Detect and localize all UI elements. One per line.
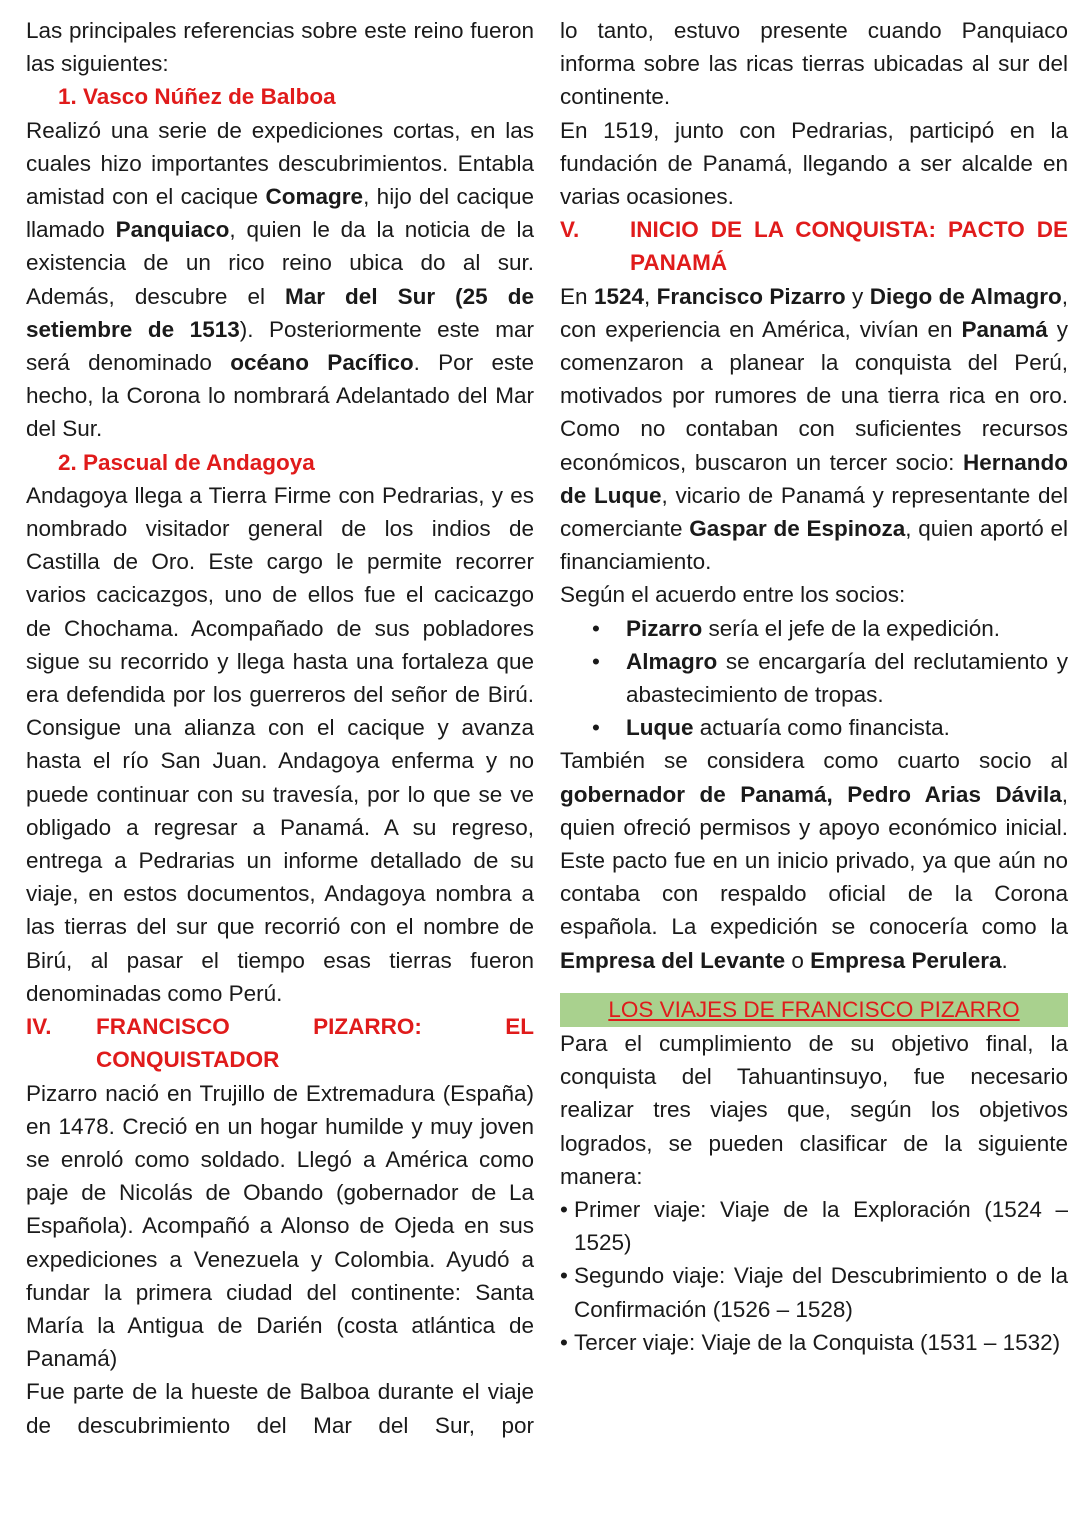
section-iv-title-line2: CONQUISTADOR xyxy=(96,1047,280,1073)
section-v-title: INICIO DE LA CONQUISTA: PACTO DE xyxy=(630,217,1068,243)
intro-paragraph: Las principales referencias sobre este reino fueron las siguientes: xyxy=(26,18,534,77)
panama-founding-paragraph: En 1519, junto con Pedrarias, participó en la fundación de Panamá, llegando a ser alcalde en varias ocasiones. xyxy=(560,117,1068,210)
viajes-banner xyxy=(560,993,1068,1027)
viajes-list xyxy=(560,1193,1068,1359)
andagoya-paragraph: Andagoya llega a Tierra Firme con Pedrarias, y es nombrado visitador general de los indios de Castilla de Oro. Este cargo le permite recorrer varios cacicazgos, uno de ellos fue el cacicazgo de Chochama. Acompañado de sus pobladores sigue su recorrido y llega hasta una fortaleza que era defendida por los guerreros del señor de Birú. Consigue una alianza con el cacique y avanza hasta el río San Juan. Andagoya enferma y no puede continuar con su travesía, por lo que se ve obligado a regresar a Panamá. A su regreso, entrega a Pedrarias un informe detallado de su viaje, en estos documentos, Andagoya nombra a las tierras del sur que recorrió con el nombre de Birú, al pasar el tiempo esas tierras fueron denominadas como Perú. xyxy=(26,482,534,1006)
list-item: • Luque actuaría como financista. xyxy=(592,715,950,741)
cuarto-socio-paragraph: También se considera como cuarto socio al gobernador de Panamá, Pedro Arias Dávila, quien ofreció permisos y apoyo económico inicial. Este pacto fue en un inicio privado, ya que aún no contaba con respaldo oficial de la Corona española. La expedición se conocería como la Empresa del Levante o Empresa Perulera. xyxy=(560,748,1068,973)
section-v-number: V. xyxy=(560,217,580,243)
list-item: • Primer viaje: Viaje de la Exploración (1524 – 1525) xyxy=(560,1196,1068,1256)
pizarro-paragraph: Pizarro nació en Trujillo de Extremadura (España) en 1478. Creció en un hogar humilde y muy joven se enroló como soldado. Llegó a América como paje de Nicolás de Obando (gobernador de La Española). Acompañó a Alonso de Ojeda en sus expediciones a Venezuela y Colombia. Ayudó a fundar la primera ciudad del continente: Santa María la Antigua de Darién (costa atlántica de Panamá) xyxy=(26,1080,534,1372)
balboa-paragraph: Realizó una serie de expediciones cortas, en las cuales hizo importantes descubrimientos. Entabla amistad con el cacique Comagre, hijo del cacique llamado Panquiaco, quien le da la noticia de la existencia de un rico reino ubica do al sur. Además, descubre el Mar del Sur (25 de setiembre de 1513). Posteriormente este mar será denominado océano Pacífico. Por este hecho, la Corona lo nombrará Adelantado del Mar del Sur. xyxy=(26,117,535,442)
viajes-intro-paragraph: Para el cumplimiento de su objetivo final, la conquista del Tahuantinsuyo, fue necesario realizar tres viajes que, según los objetivos logrados, se pueden clasificar de la siguiente manera: xyxy=(560,1030,1068,1189)
section-v-title-line2: PANAMÁ xyxy=(630,250,728,276)
list-item: • Almagro se encargaría del reclutamiento y abastecimiento de tropas. xyxy=(592,648,1068,708)
left-column xyxy=(26,14,534,1442)
viajes-banner-title: LOS VIAJES DE FRANCISCO PIZARRO xyxy=(608,996,1020,1022)
list-item: • Pizarro sería el jefe de la expedición. xyxy=(592,615,1000,641)
socios-list xyxy=(560,612,1068,745)
continuation-paragraph: lo tanto, estuvo presente cuando Panquiaco informa sobre las ricas tierras ubicadas al sur del continente. xyxy=(560,18,1068,110)
acuerdo-paragraph: Según el acuerdo entre los socios: xyxy=(560,582,906,608)
section-v-heading xyxy=(560,213,1068,279)
andagoya-heading: 2. Pascual de Andagoya xyxy=(58,449,315,475)
balboa-heading: 1. Vasco Núñez de Balboa xyxy=(58,84,336,110)
list-item: • Segundo viaje: Viaje del Descubrimiento o de la Confirmación (1526 – 1528) xyxy=(560,1263,1068,1322)
right-column xyxy=(560,14,1068,1359)
section-iv-number: IV. xyxy=(26,1014,52,1040)
pacto-paragraph: En 1524, Francisco Pizarro y Diego de Almagro, con experiencia en América, vivían en Panamá y comenzaron a planear la conquista del Perú, motivados por rumores de una tierra rica en oro. Como no contaban con suficientes recursos económicos, buscaron un tercer socio: Hernando de Luque, vicario de Panamá y representante del comerciante Gaspar de Espinoza, quien aportó el financiamiento. xyxy=(560,283,1068,575)
hueste-paragraph: Fue parte de la hueste de Balboa durante el viaje de descubrimiento del Mar del Sur, por xyxy=(26,1379,534,1438)
list-item: • Tercer viaje: Viaje de la Conquista (1531 – 1532) xyxy=(560,1329,1061,1355)
section-iv-heading xyxy=(26,1010,534,1076)
section-iv-title: FRANCISCO PIZARRO: EL xyxy=(96,1014,534,1040)
